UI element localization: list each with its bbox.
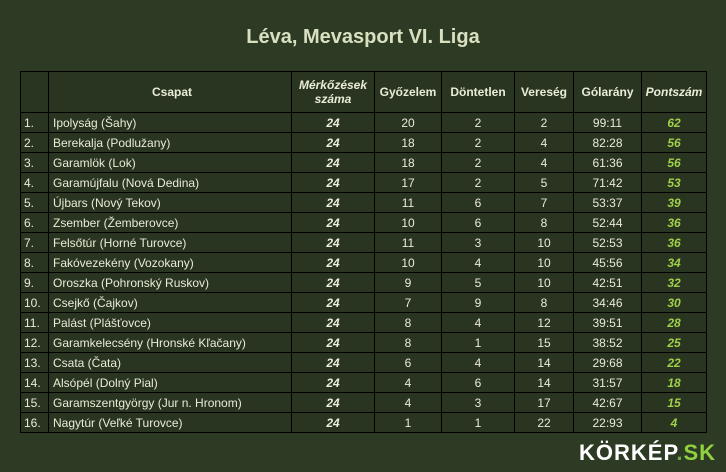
cell-points: 30 bbox=[642, 293, 707, 313]
table-row bbox=[21, 193, 707, 213]
cell-wins: 4 bbox=[375, 393, 442, 413]
table-row bbox=[21, 133, 707, 153]
cell-played: 24 bbox=[292, 193, 375, 213]
cell-played: 24 bbox=[292, 173, 375, 193]
cell-wins: 1 bbox=[375, 413, 442, 433]
cell-rank: 13. bbox=[21, 353, 49, 373]
table-row bbox=[21, 113, 707, 133]
header-rank bbox=[21, 72, 49, 113]
cell-draws: 6 bbox=[442, 373, 515, 393]
cell-team: Garamkelecsény (Hronské Kľačany) bbox=[49, 333, 292, 353]
cell-draws: 9 bbox=[442, 293, 515, 313]
cell-points: 53 bbox=[642, 173, 707, 193]
cell-losses: 4 bbox=[515, 133, 574, 153]
cell-rank: 15. bbox=[21, 393, 49, 413]
cell-played: 24 bbox=[292, 373, 375, 393]
cell-wins: 9 bbox=[375, 273, 442, 293]
cell-losses: 10 bbox=[515, 253, 574, 273]
cell-wins: 4 bbox=[375, 373, 442, 393]
cell-points: 25 bbox=[642, 333, 707, 353]
cell-played: 24 bbox=[292, 113, 375, 133]
cell-wins: 6 bbox=[375, 353, 442, 373]
cell-wins: 17 bbox=[375, 173, 442, 193]
cell-goals: 52:44 bbox=[574, 213, 642, 233]
header-wins: Győzelem bbox=[375, 72, 442, 113]
cell-played: 24 bbox=[292, 413, 375, 433]
cell-points: 15 bbox=[642, 393, 707, 413]
cell-losses: 10 bbox=[515, 273, 574, 293]
header-losses: Vereség bbox=[515, 72, 574, 113]
cell-goals: 34:46 bbox=[574, 293, 642, 313]
cell-played: 24 bbox=[292, 253, 375, 273]
cell-goals: 29:68 bbox=[574, 353, 642, 373]
cell-draws: 2 bbox=[442, 113, 515, 133]
cell-losses: 14 bbox=[515, 353, 574, 373]
cell-losses: 5 bbox=[515, 173, 574, 193]
table-row bbox=[21, 253, 707, 273]
table-row bbox=[21, 393, 707, 413]
cell-losses: 14 bbox=[515, 373, 574, 393]
cell-wins: 18 bbox=[375, 153, 442, 173]
cell-rank: 1. bbox=[21, 113, 49, 133]
table-row bbox=[21, 373, 707, 393]
cell-draws: 2 bbox=[442, 133, 515, 153]
cell-losses: 15 bbox=[515, 333, 574, 353]
cell-wins: 18 bbox=[375, 133, 442, 153]
cell-draws: 6 bbox=[442, 193, 515, 213]
cell-draws: 2 bbox=[442, 173, 515, 193]
cell-team: Garamlök (Lok) bbox=[49, 153, 292, 173]
cell-losses: 7 bbox=[515, 193, 574, 213]
cell-team: Nagytúr (Veľké Turovce) bbox=[49, 413, 292, 433]
cell-team: Fakóvezekény (Vozokany) bbox=[49, 253, 292, 273]
cell-team: Ipolyság (Šahy) bbox=[49, 113, 292, 133]
cell-rank: 12. bbox=[21, 333, 49, 353]
logo-main: KÖRKÉP bbox=[579, 440, 677, 465]
cell-played: 24 bbox=[292, 333, 375, 353]
header-draws: Döntetlen bbox=[442, 72, 515, 113]
standings-body bbox=[21, 113, 707, 433]
cell-wins: 11 bbox=[375, 233, 442, 253]
cell-rank: 5. bbox=[21, 193, 49, 213]
cell-points: 39 bbox=[642, 193, 707, 213]
cell-goals: 71:42 bbox=[574, 173, 642, 193]
cell-rank: 6. bbox=[21, 213, 49, 233]
cell-draws: 4 bbox=[442, 313, 515, 333]
table-row bbox=[21, 233, 707, 253]
cell-losses: 4 bbox=[515, 153, 574, 173]
cell-points: 36 bbox=[642, 213, 707, 233]
cell-team: Berekalja (Podlužany) bbox=[49, 133, 292, 153]
cell-rank: 4. bbox=[21, 173, 49, 193]
cell-points: 36 bbox=[642, 233, 707, 253]
table-row bbox=[21, 353, 707, 373]
cell-losses: 17 bbox=[515, 393, 574, 413]
cell-wins: 11 bbox=[375, 193, 442, 213]
cell-wins: 20 bbox=[375, 113, 442, 133]
table-row bbox=[21, 153, 707, 173]
cell-draws: 3 bbox=[442, 393, 515, 413]
header-points: Pontszám bbox=[642, 72, 707, 113]
cell-wins: 7 bbox=[375, 293, 442, 313]
cell-draws: 3 bbox=[442, 233, 515, 253]
table-row bbox=[21, 333, 707, 353]
cell-points: 56 bbox=[642, 153, 707, 173]
cell-played: 24 bbox=[292, 293, 375, 313]
header-played bbox=[292, 72, 375, 113]
cell-goals: 61:36 bbox=[574, 153, 642, 173]
cell-played: 24 bbox=[292, 233, 375, 253]
cell-rank: 16. bbox=[21, 413, 49, 433]
cell-rank: 9. bbox=[21, 273, 49, 293]
cell-losses: 10 bbox=[515, 233, 574, 253]
cell-goals: 22:93 bbox=[574, 413, 642, 433]
cell-goals: 53:37 bbox=[574, 193, 642, 213]
cell-goals: 42:51 bbox=[574, 273, 642, 293]
cell-team: Garamújfalu (Nová Dedina) bbox=[49, 173, 292, 193]
cell-goals: 52:53 bbox=[574, 233, 642, 253]
cell-goals: 38:52 bbox=[574, 333, 642, 353]
cell-draws: 1 bbox=[442, 333, 515, 353]
cell-losses: 22 bbox=[515, 413, 574, 433]
table-row bbox=[21, 413, 707, 433]
cell-goals: 99:11 bbox=[574, 113, 642, 133]
page-title: Léva, Mevasport VI. Liga bbox=[246, 26, 480, 48]
korkep-logo bbox=[579, 440, 716, 466]
cell-goals: 31:57 bbox=[574, 373, 642, 393]
header-goals: Gólarány bbox=[574, 72, 642, 113]
header-team: Csapat bbox=[49, 72, 292, 113]
cell-team: Újbars (Nový Tekov) bbox=[49, 193, 292, 213]
cell-losses: 2 bbox=[515, 113, 574, 133]
cell-points: 22 bbox=[642, 353, 707, 373]
cell-rank: 3. bbox=[21, 153, 49, 173]
cell-wins: 10 bbox=[375, 253, 442, 273]
cell-played: 24 bbox=[292, 213, 375, 233]
cell-played: 24 bbox=[292, 393, 375, 413]
cell-draws: 4 bbox=[442, 253, 515, 273]
cell-goals: 82:28 bbox=[574, 133, 642, 153]
cell-points: 32 bbox=[642, 273, 707, 293]
cell-draws: 6 bbox=[442, 213, 515, 233]
table-row bbox=[21, 173, 707, 193]
cell-team: Alsópél (Dolný Pial) bbox=[49, 373, 292, 393]
cell-played: 24 bbox=[292, 133, 375, 153]
cell-rank: 14. bbox=[21, 373, 49, 393]
cell-team: Csata (Čata) bbox=[49, 353, 292, 373]
cell-goals: 45:56 bbox=[574, 253, 642, 273]
cell-points: 56 bbox=[642, 133, 707, 153]
cell-points: 28 bbox=[642, 313, 707, 333]
cell-team: Felsőtúr (Horné Turovce) bbox=[49, 233, 292, 253]
cell-played: 24 bbox=[292, 153, 375, 173]
cell-points: 62 bbox=[642, 113, 707, 133]
cell-draws: 2 bbox=[442, 153, 515, 173]
cell-draws: 1 bbox=[442, 413, 515, 433]
cell-losses: 8 bbox=[515, 213, 574, 233]
cell-wins: 10 bbox=[375, 213, 442, 233]
cell-team: Palást (Plášťovce) bbox=[49, 313, 292, 333]
cell-team: Garamszentgyörgy (Jur n. Hronom) bbox=[49, 393, 292, 413]
header-played-line1: Mérkőzések bbox=[298, 78, 368, 92]
cell-draws: 5 bbox=[442, 273, 515, 293]
cell-wins: 8 bbox=[375, 333, 442, 353]
cell-team: Oroszka (Pohronský Ruskov) bbox=[49, 273, 292, 293]
cell-losses: 12 bbox=[515, 313, 574, 333]
cell-played: 24 bbox=[292, 273, 375, 293]
table-row bbox=[21, 213, 707, 233]
logo-tld: SK bbox=[683, 440, 716, 465]
cell-wins: 8 bbox=[375, 313, 442, 333]
cell-team: Csejkő (Čajkov) bbox=[49, 293, 292, 313]
header-played-line2: száma bbox=[314, 92, 352, 106]
standings-table bbox=[20, 71, 707, 433]
cell-team: Zsember (Žemberovce) bbox=[49, 213, 292, 233]
cell-rank: 2. bbox=[21, 133, 49, 153]
cell-rank: 8. bbox=[21, 253, 49, 273]
table-header-row bbox=[21, 72, 707, 113]
cell-points: 18 bbox=[642, 373, 707, 393]
cell-rank: 7. bbox=[21, 233, 49, 253]
cell-points: 34 bbox=[642, 253, 707, 273]
cell-played: 24 bbox=[292, 353, 375, 373]
cell-played: 24 bbox=[292, 313, 375, 333]
table-row bbox=[21, 293, 707, 313]
logo-dot: . bbox=[676, 440, 684, 465]
cell-rank: 11. bbox=[21, 313, 49, 333]
cell-points: 4 bbox=[642, 413, 707, 433]
cell-goals: 39:51 bbox=[574, 313, 642, 333]
table-row bbox=[21, 313, 707, 333]
cell-rank: 10. bbox=[21, 293, 49, 313]
table-row bbox=[21, 273, 707, 293]
cell-goals: 42:67 bbox=[574, 393, 642, 413]
cell-draws: 4 bbox=[442, 353, 515, 373]
cell-losses: 8 bbox=[515, 293, 574, 313]
